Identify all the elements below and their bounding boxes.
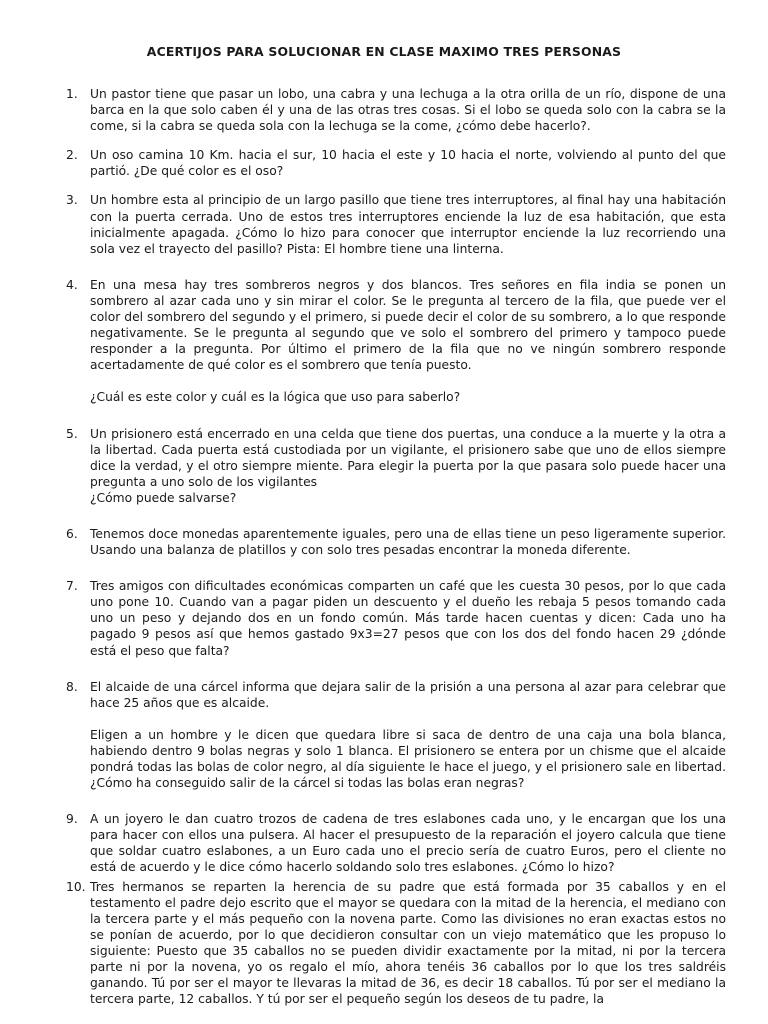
riddle-text-continued: Eligen a un hombre y le dicen que quedara libre si saca de dentro de una caja una bola blanca, habiendo dentro 9 bolas negras y solo 1 blanca. El prisionero se entera por un chisme que el alcaide pondrá todas las bolas de color negro, al día siguiente le hace el juego, y el prisionero sale en libertad. ¿Cómo ha conseguido salir de la cárcel si todas las bolas eran negras? — [90, 727, 726, 791]
riddle-item-4 — [66, 277, 726, 406]
riddle-text: Tres amigos con dificultades económicas comparten un café que les cuesta 30 pesos, por lo que cada uno pone 10. Cuando van a pagar piden un descuento y el dueño les rebaja 5 pesos tomando cada uno un peso y dejando dos en un fondo común. Más tarde hacen cuentas y dicen: Cada uno ha pagado 9 pesos así que hemos gastado 9x3=27 pesos que con los dos del fondo hacen 29 ¿dónde está el peso que falta? — [90, 579, 726, 658]
riddle-number: 1. — [66, 87, 78, 101]
riddle-text: Un hombre esta al principio de un largo pasillo que tiene tres interruptores, al final hay una habitación con la puerta cerrada. Uno de estos tres interruptores enciende la luz de esa habitación, que esta inicialmente apagada. ¿Cómo lo hizo para conocer que interruptor enciende la luz recorriendo una sola vez el trayecto del pasillo? Pista: El hombre tiene una linterna. — [90, 193, 726, 256]
riddle-number: 3. — [66, 193, 78, 208]
riddle-item-1 — [66, 86, 726, 134]
riddle-item-5 — [66, 426, 726, 506]
riddle-text: A un joyero le dan cuatro trozos de cadena de tres eslabones cada uno, y le encargan que los una para hacer con ellos una pulsera. Al hacer el presupuesto de la reparación el joyero calcula que tiene que soldar cuatro eslabones, a un Euro cada uno el precio sería de cuatro Euros, pero el cliente no está de acuerdo y le dice cómo hacerlo soldando solo tres eslabones. ¿Cómo lo hizo? — [90, 812, 726, 875]
riddle-item-8 — [66, 679, 726, 792]
riddle-number: 5. — [66, 426, 78, 441]
riddle-number: 9. — [66, 812, 78, 827]
riddle-text: En una mesa hay tres sombreros negros y dos blancos. Tres señores en fila india se ponen un sombrero al azar cada uno y sin mirar el color. Se le pregunta al tercero de la fila, que puede ver el color del sombrero del segundo y el primero, si puede decir el color de su sombrero, a lo que responde negativamente. Se le pregunta al segundo que ve solo el sombrero del primero y tampoco puede responder a la pregunta. Por último el primero de la fila que no ve ningún sombrero responde acertadamente de qué color es el sombrero que tenía puesto. — [90, 277, 726, 373]
document-title: ACERTIJOS PARA SOLUCIONAR EN CLASE MAXIMO TRES PERSONAS — [146, 44, 622, 59]
riddle-number: 4. — [66, 277, 78, 292]
riddle-item-10 — [66, 879, 726, 1008]
riddle-question: ¿Cómo puede salvarse? — [90, 490, 237, 505]
riddle-number: 10. — [66, 879, 86, 894]
riddle-item-6 — [66, 526, 726, 558]
riddle-number: 8. — [66, 679, 78, 694]
riddle-question: ¿Cuál es este color y cuál es la lógica que uso para saberlo? — [90, 390, 461, 405]
riddle-text: Tres hermanos se reparten la herencia de su padre que está formada por 35 caballos y en el testamento el padre dejo escrito que el mayor se quedara con la mitad de la herencia, el mediano con la tercera parte y el más pequeño con la novena parte. Como las divisiones no eran exactas estos no se ponían de acuerdo, por lo que decidieron consultar con un viejo matemático que les propuso lo siguiente: Puesto que 35 caballos no se pueden dividir exactamente por la mitad, ni por la tercera parte ni por la novena, yo os regalo el mío, ahora tenéis 36 caballos por lo que los tres saldréis ganando. Tú por ser el mayor te llevaras la mitad de 36, es decir 18 caballos. Tú por ser el mediano la tercera parte, 12 caballos. Y tú por ser el pequeño según los deseos de tu padre, la — [90, 879, 726, 1007]
riddle-number: 6. — [66, 526, 78, 541]
riddle-text: Un oso camina 10 Km. hacia el sur, 10 hacia el este y 10 hacia el norte, volviendo al punto del que partió. ¿De qué color es el oso? — [90, 148, 726, 179]
riddle-text: Un prisionero está encerrado en una celda que tiene dos puertas, una conduce a la muerte y la otra a la libertad. Cada puerta está custodiada por un vigilante, el prisionero sabe que uno de ellos siempre dice la verdad, y el otro siempre miente. Para elegir la puerta por la que pasara solo puede hacer una pregunta a uno solo de los vigilantes — [90, 426, 726, 489]
riddle-item-9 — [66, 811, 726, 875]
riddle-item-3 — [66, 192, 726, 256]
riddle-text: Tenemos doce monedas aparentemente iguales, pero una de ellas tiene un peso ligeramente superior. Usando una balanza de platillos y con solo tres pesadas encontrar la moneda diferente. — [90, 526, 726, 558]
riddle-text: El alcaide de una cárcel informa que dejara salir de la prisión a una persona al azar para celebrar que hace 25 años que es alcaide. — [90, 679, 726, 710]
riddle-text: Un pastor tiene que pasar un lobo, una cabra y una lechuga a la otra orilla de un río, dispone de una barca en la que solo caben él y una de las otras tres cosas. Si el lobo se queda solo con la cabra se la come, si la cabra se queda sola con la lechuga se la come, ¿cómo debe hacerlo?. — [90, 87, 726, 134]
riddle-item-7 — [66, 578, 726, 658]
riddle-number: 7. — [66, 579, 78, 594]
riddle-item-2 — [66, 147, 726, 179]
riddle-number: 2. — [66, 148, 78, 163]
riddle-list — [66, 86, 726, 1007]
